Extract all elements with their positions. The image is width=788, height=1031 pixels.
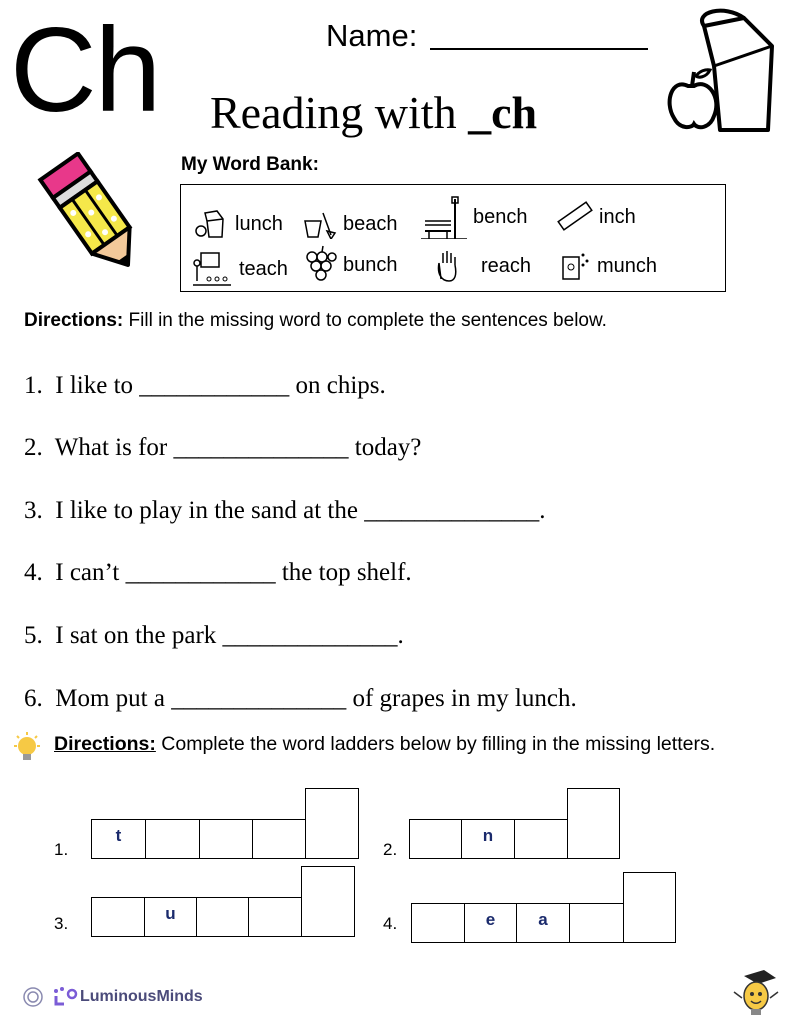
word-bank-item: lunch [193,209,283,239]
ladder-number: 1. [54,840,69,859]
park-bench-icon [421,195,467,239]
ladder-cell[interactable] [248,897,302,937]
lunch-bag-icon [664,6,780,134]
ladder-cell[interactable] [252,819,306,859]
teacher-icon [189,251,233,287]
page-title: Reading with _ch [210,87,538,138]
ladder-cell[interactable] [91,897,145,937]
ladder-cell[interactable] [305,788,359,859]
ladder-cell[interactable]: u [144,897,197,937]
ladder-cell[interactable]: t [91,819,146,859]
ladder-cell[interactable] [567,788,620,859]
word-bank-item: bunch [303,245,398,285]
ruler-icon [557,199,593,235]
ladder-cell[interactable] [411,903,465,943]
sentence-6: 6. Mom put a ______________ of grapes in my lunch. [24,685,577,712]
ladder-cell[interactable] [409,819,462,859]
word-bank-item: bench [421,195,528,239]
ladder-cell[interactable]: a [516,903,570,943]
ladder-number: 2. [383,840,398,859]
ladder-cell[interactable] [623,872,676,943]
ladder-cell[interactable] [199,819,253,859]
ladder-number: 4. [383,914,398,933]
directions-word-ladder: Directions: Complete the word ladders below by filling in the missing letters. [54,733,716,755]
sentence-5: 5. I sat on the park ______________. [24,622,404,649]
name-label: Name: [326,18,418,53]
pencil-icon [30,152,156,278]
ladder-number: 3. [54,914,69,933]
word-bank-label: My Word Bank: [181,154,319,175]
luminous-minds-logo-icon [50,986,80,1008]
ladder-cell[interactable] [301,866,355,937]
word-bank-item: inch [557,199,636,235]
ladder-cell[interactable] [145,819,200,859]
cookie-box-icon [561,249,591,283]
ladder-cell[interactable] [196,897,249,937]
sentence-2: 2. What is for ______________ today? [24,434,422,461]
ladder-cell[interactable]: n [461,819,515,859]
directions-fill-in: Directions: Fill in the missing word to complete the sentences below. [24,310,607,331]
big-letters: Ch [10,3,160,137]
word-bank-item: beach [301,209,398,239]
beach-pail-icon [301,209,337,239]
word-bank-item: reach [431,249,531,283]
mascot-bulb-icon [730,968,780,1018]
ladder-cell[interactable] [569,903,624,943]
sentence-1: 1. I like to ____________ on chips. [24,372,386,399]
lightbulb-icon [12,732,42,766]
word-bank-item: munch [561,249,657,283]
sentence-3: 3. I like to play in the sand at the ______________. [24,497,546,524]
ladder-cell[interactable]: e [464,903,517,943]
name-line[interactable] [430,48,648,50]
copyright-icon [22,986,44,1008]
ladder-cell[interactable] [514,819,568,859]
grapes-icon [303,245,337,285]
footer-brand: LuminousMinds [22,986,203,1008]
lunch-bag-icon [193,209,229,239]
word-bank [180,184,726,292]
hand-icon [431,249,467,283]
sentence-4: 4. I can’t ____________ the top shelf. [24,559,412,586]
word-bank-item: teach [189,251,288,287]
